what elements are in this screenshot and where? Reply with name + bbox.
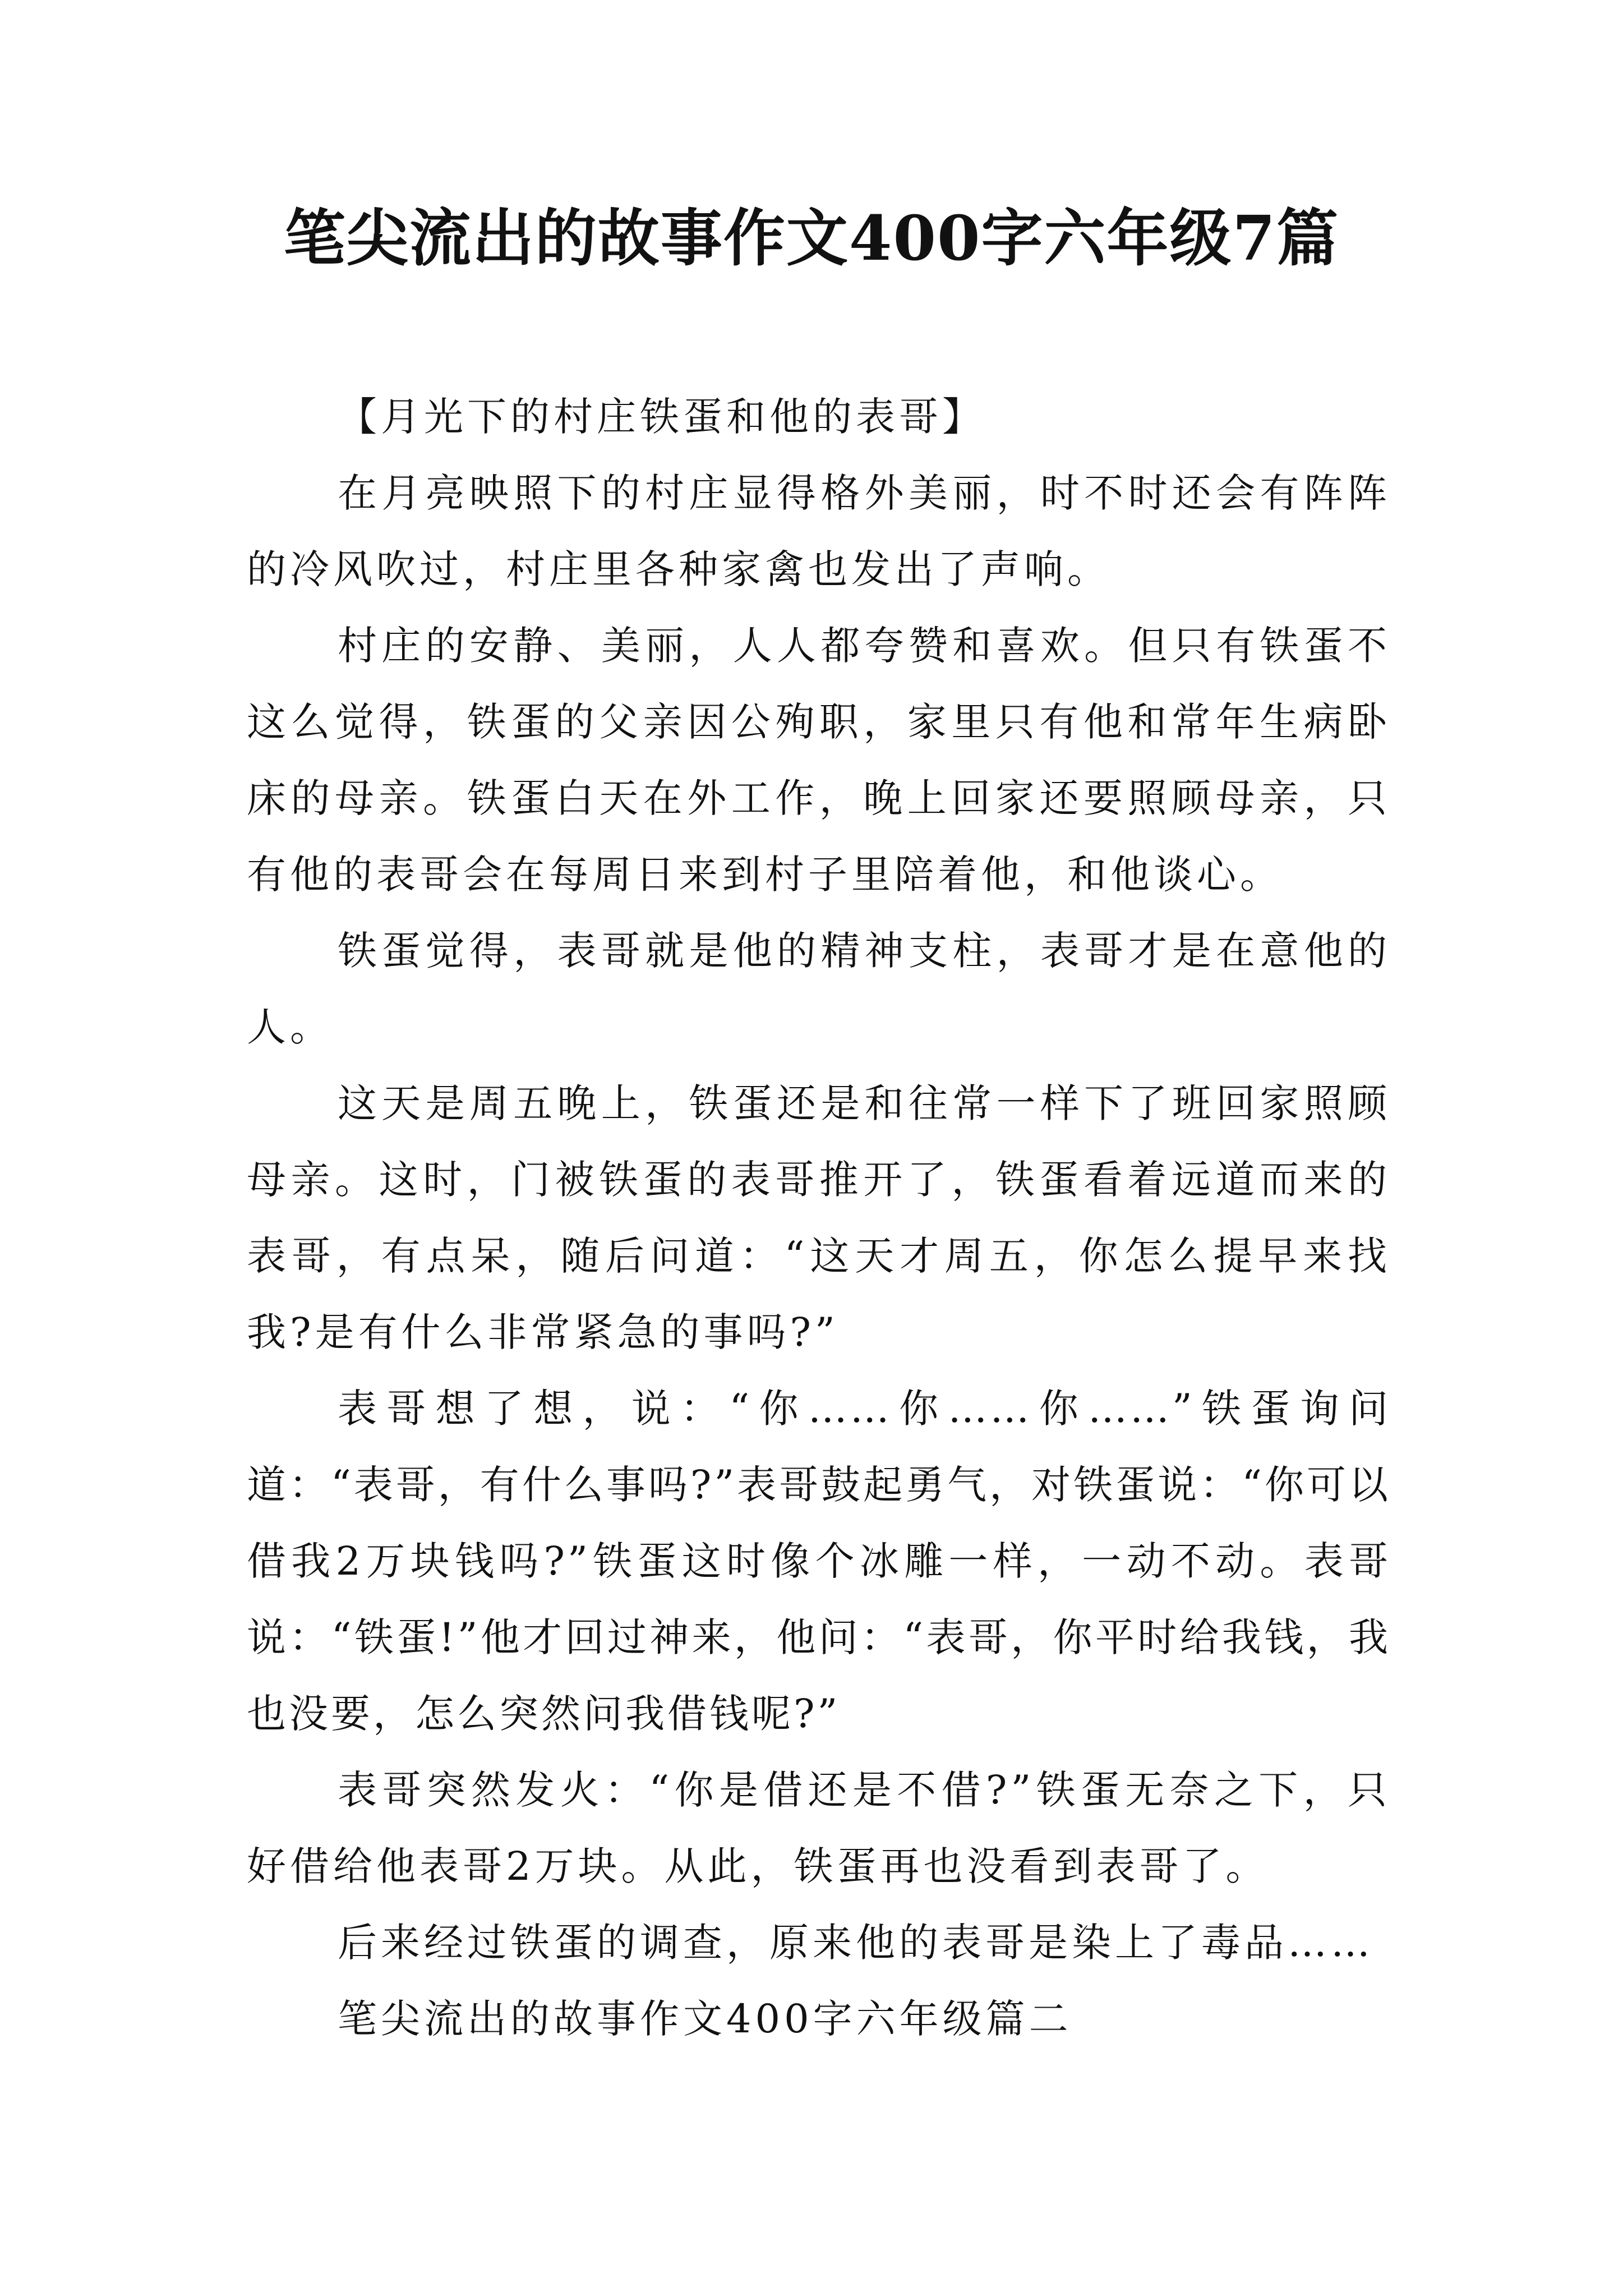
section-heading: 【月光下的村庄铁蛋和他的表哥】 (338, 394, 985, 440)
paragraph: 铁蛋觉得，表哥就是他的精神支柱，表哥才是在意他的人。 (247, 928, 1391, 1050)
paragraph: 村庄的安静、美丽，人人都夸赞和喜欢。但只有铁蛋不这么觉得，铁蛋的父亲因公殉职，家里只有他和常年生病卧床的母亲。铁蛋白天在外工作，晚上回家还要照顾母亲，只有他的表哥会在每周日来到村子里陪着他，和他谈心。 (247, 623, 1391, 898)
paragraph: 在月亮映照下的村庄显得格外美丽，时不时还会有阵阵的冷风吹过，村庄里各种家禽也发出了声响。 (247, 470, 1391, 592)
paragraph: 后来经过铁蛋的调查，原来他的表哥是染上了毒品…… (338, 1920, 1374, 1966)
paragraph: 表哥突然发火：“你是借还是不借?”铁蛋无奈之下，只好借给他表哥2万块。从此，铁蛋再也没看到表哥了。 (247, 1767, 1391, 1889)
paragraph: 这天是周五晚上，铁蛋还是和往常一样下了班回家照顾母亲。这时，门被铁蛋的表哥推开了，铁蛋看着远道而来的表哥，有点呆，随后问道：“这天才周五，你怎么提早来找我?是有什么非常紧急的事吗?” (247, 1080, 1391, 1355)
document-body (247, 379, 1391, 2057)
document-title: 笔尖流出的故事作文400字六年级7篇 (283, 202, 1340, 274)
next-section-heading: 笔尖流出的故事作文400字六年级篇二 (338, 1996, 1072, 2042)
paragraph: 表哥想了想，说：“你……你……你……”铁蛋询问道：“表哥，有什么事吗?”表哥鼓起勇气，对铁蛋说：“你可以借我2万块钱吗?”铁蛋这时像个冰雕一样，一动不动。表哥说：“铁蛋!”他才回过神来，他问：“表哥，你平时给我钱，我也没要，怎么突然问我借钱呢?” (247, 1386, 1391, 1737)
